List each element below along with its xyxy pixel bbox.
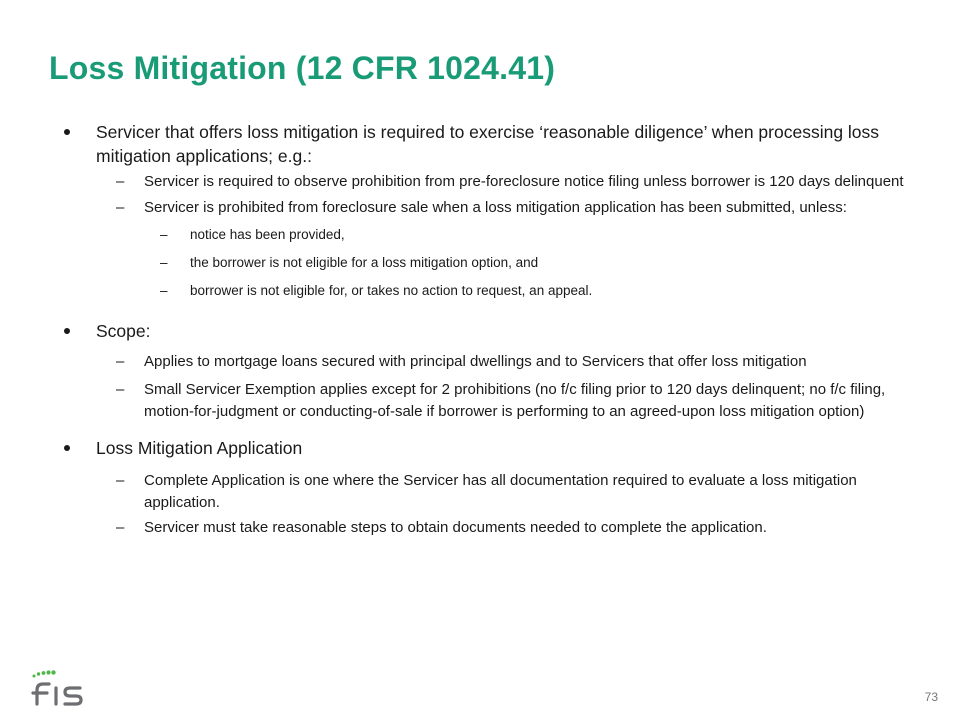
fis-logo-mark: [25, 668, 97, 708]
bullet-reasonable-diligence: Servicer that offers loss mitigation is required to exercise ‘reasonable diligence’ when processing loss mitigation applications; e.g.:: [60, 120, 905, 168]
slide-content: [60, 120, 905, 539]
bullet-loss-mitigation-application: Loss Mitigation Application: [60, 436, 905, 460]
page-number: 73: [924, 690, 938, 704]
sub-bullet: – Small Servicer Exemption applies except for 2 prohibitions (no f/c filing prior to 120 days delinquent; no f/c filing, motion-for-judgment or conducting-of-sale if borrower is performing to an agreed-upon loss mitigation option): [60, 379, 905, 423]
fis-logo: [25, 668, 97, 708]
slide-title: Loss Mitigation (12 CFR 1024.41): [49, 50, 556, 86]
bullet-scope: Scope:: [60, 319, 905, 343]
sub-bullet: – Servicer is required to observe prohibition from pre-foreclosure notice filing unless borrower is 120 days delinquent: [60, 171, 905, 193]
sub-sub-bullet: – the borrower is not eligible for a loss mitigation option, and: [60, 253, 905, 273]
sub-bullet: – Complete Application is one where the Servicer has all documentation required to evaluate a loss mitigation application.: [60, 470, 905, 514]
sub-bullet: – Servicer must take reasonable steps to obtain documents needed to complete the application.: [60, 517, 905, 539]
sub-bullet: – Servicer is prohibited from foreclosure sale when a loss mitigation application has been submitted, unless:: [60, 197, 905, 219]
sub-bullet: – Applies to mortgage loans secured with principal dwellings and to Servicers that offer loss mitigation: [60, 351, 905, 373]
sub-sub-bullet: – borrower is not eligible for, or takes no action to request, an appeal.: [60, 281, 905, 301]
sub-sub-bullet: – notice has been provided,: [60, 225, 905, 245]
